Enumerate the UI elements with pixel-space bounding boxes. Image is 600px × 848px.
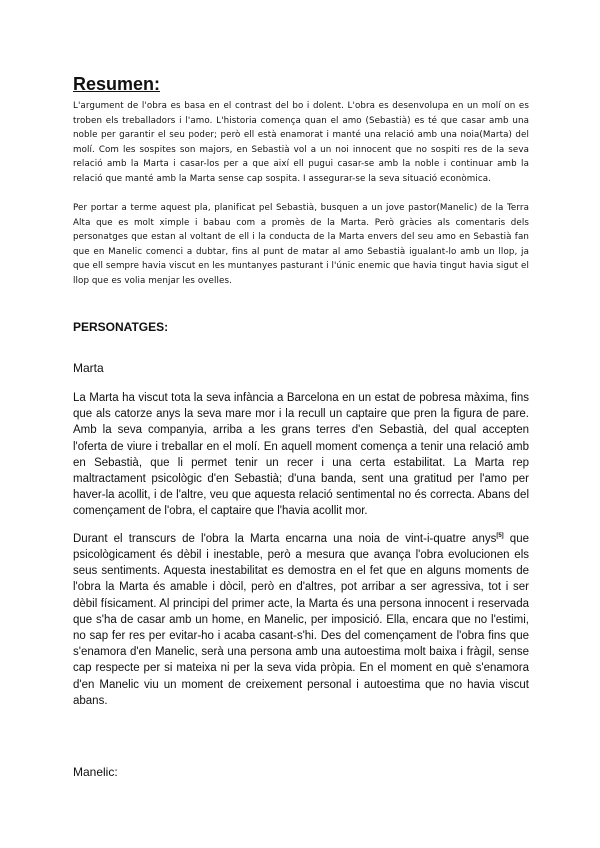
marta-paragraph-1: La Marta ha viscut tota la seva infància a Barcelona en un estat de pobresa màxima, fins que als catorze anys la seva mare mor i la recull un captaire que pren la figura de pare. Amb la seva companyia, arriba a les grans terres d'en Sebastià, del qual accepten l'oferta de viure i treballar en el molí. En aquell moment comença a tenir una relació amb en Sebastià, que li permet tenir un recer i una certa estabilitat. La Marta rep maltractament psicològic d'en Sebastià; d'una banda, sent una gratitud per l'amo per haver-la acollit, i de l'altre, veu que aquesta relació sentimental no és correcta. Abans del començament de l'obra, el captaire que l'havia acollit mor. (73, 392, 529, 518)
summary-paragraph-1: L'argument de l'obra es basa en el contrast del bo i dolent. L'obra es desenvolupa en un molí on es troben els treballadors i l'amo. L'historia comença quan el amo (Sebastià) es té que casar amb una noble per garantir el seu poder; però ell està enamorat i manté una relació amb una noia(Marta) del molí. Com les sospites son majors, en Sebastià vol a un noi innocent que no sospiti res de la seva relació amb la Marta i casar-los per a que així ell pugui casar-se amb la noble i continuar amb la relació que manté amb la Marta sense cap sospita. I assegurar-se la seva situació econòmica. (73, 101, 529, 184)
character-name-manelic: Manelic: (73, 765, 118, 779)
character-name-marta: Marta (73, 361, 104, 375)
characters-heading: PERSONATGES: (73, 320, 169, 334)
marta-paragraph-2-rest: que psicològicament és dèbil i inestable, però a mesura que avança l'obra evolucionen els seus sentiments. Aquesta inestabilitat es demostra en el fet que en alguns moments de l'obra la Marta és amable i dòcil, però en d'altres, pot arribar a ser agressiva, tot i ser dèbil físicament. Al principi del primer acte, la Marta és una persona innocent i reservada que s'ha de casar amb un home, en Manelic, per imposició. Ella, encara que no l'estimi, no sap fer res per evitar-ho i acaba casant-s'hi. Des del començament de l'obra fins que s'enamora d'en Manelic, serà una persona amb una autoestima molt baixa i fràgil, sense cap respecte per si mateixa ni per la seva vida pròpia. En el moment en què s'enamora d'en Manelic viu un moment de creixement personal i autoestima que no havia viscut abans. (73, 532, 529, 707)
summary-paragraph-2: Per portar a terme aquest pla, planificat pel Sebastià, busquen a un jove pastor(Manelic) de la Terra Alta que es molt ximple i babau com a promès de la Marta. Però gràcies als comentaris dels personatges que estan al voltant de ell i la conducta de la Marta envers del seu amo en Sebastià fan que en Manelic comenci a dubtar, fins al punt de matar al amo Sebastià igualant-lo amb un llop, ja que ell sempre havia viscut en les muntanyes pasturant i l'únic enemic que havia tingut havia sigut el llop que es volia menjar les ovelles. (73, 203, 529, 286)
marta-paragraph-2 (73, 528, 529, 709)
footnote-reference[interactable]: [5] (496, 533, 504, 539)
page-title: Resumen: (73, 74, 161, 94)
marta-paragraph-2-start: Durant el transcurs de l'obra la Marta encarna una noia de vint-i-quatre anys (73, 532, 497, 545)
